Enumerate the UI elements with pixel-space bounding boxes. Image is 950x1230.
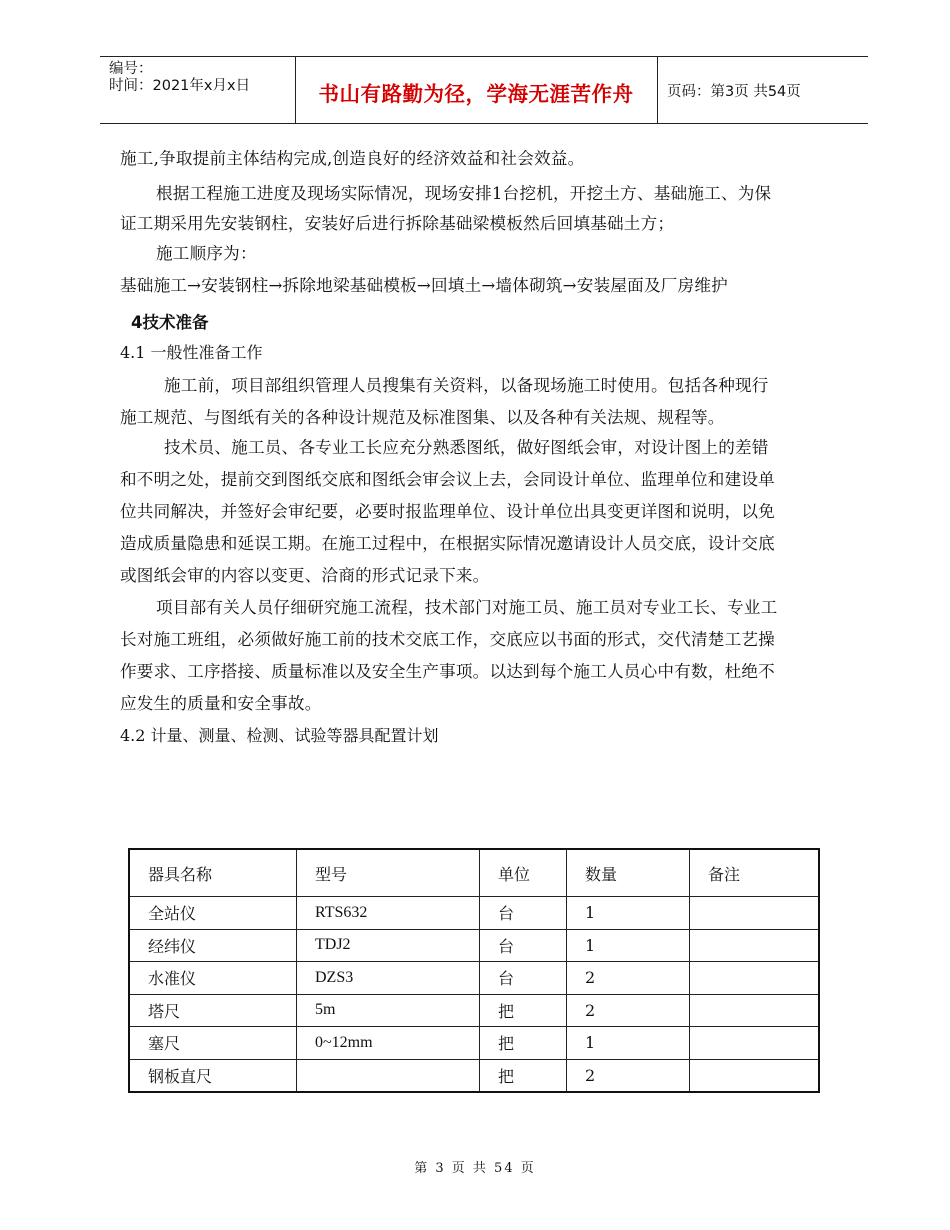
subsection-heading: 4.1 一般性准备工作 [120, 343, 263, 362]
table-row [129, 897, 819, 930]
table-cell: 把 [480, 994, 567, 1027]
table-header-row [129, 849, 819, 897]
table-cell: 1 [567, 1027, 690, 1060]
table-cell [690, 962, 820, 995]
header-page-number: 页码：第3页 共54页 [667, 84, 801, 100]
table-cell: 台 [480, 897, 567, 930]
table-row [129, 962, 819, 995]
paragraph-line: 或图纸会审的内容以变更、洽商的形式记录下来。 [120, 566, 490, 585]
document-time: 时间：2021年x月x日 [109, 78, 251, 94]
paragraph-line: 位共同解决，并签好会审纪要，必要时报监理单位、设计单位出具变更详图和说明，以免 [120, 502, 775, 521]
table-cell: 把 [480, 1027, 567, 1060]
table-cell: 台 [480, 929, 567, 962]
table-cell: RTS632 [297, 897, 480, 930]
paragraph-line: 技术员、施工员、各专业工长应充分熟悉图纸，做好图纸会审，对设计图上的差错 [164, 438, 769, 457]
table-header-cell: 单位 [480, 849, 567, 897]
table-cell: DZS3 [297, 962, 480, 995]
header-motto: 书山有路勤为径，学海无涯苦作舟 [318, 82, 634, 106]
table-cell [690, 929, 820, 962]
page-footer: 第 3 页 共 54 页 [414, 1161, 536, 1176]
document-number: 编号： [109, 61, 153, 77]
table-cell [690, 1059, 820, 1092]
paragraph-line: 应发生的质量和安全事故。 [120, 694, 322, 713]
table-cell: 1 [567, 897, 690, 930]
table-cell: 塔尺 [129, 994, 297, 1027]
table-cell: TDJ2 [297, 929, 480, 962]
table-cell: 5m [297, 994, 480, 1027]
table-row [129, 994, 819, 1027]
equipment-table [128, 848, 820, 1093]
paragraph: 根据工程施工进度及现场实际情况，现场安排1台挖机，开挖土方、基础施工、为保 [156, 184, 772, 203]
header-meta [109, 61, 250, 95]
table-cell: 0~12mm [297, 1027, 480, 1060]
table-header-cell: 器具名称 [129, 849, 297, 897]
table-cell: 2 [567, 994, 690, 1027]
table-cell: 2 [567, 962, 690, 995]
table-cell: 全站仪 [129, 897, 297, 930]
table-header-cell: 型号 [297, 849, 480, 897]
paragraph: 施工,争取提前主体结构完成,创造良好的经济效益和社会效益。 [120, 149, 585, 168]
table-cell: 1 [567, 929, 690, 962]
paragraph-line: 施工前，项目部组织管理人员搜集有关资料，以备现场施工时使用。包括各种现行 [164, 376, 769, 395]
table-cell: 2 [567, 1059, 690, 1092]
table-cell: 经纬仪 [129, 929, 297, 962]
paragraph-line: 和不明之处，提前交到图纸交底和图纸会审会议上去，会同设计单位、监理单位和建设单 [120, 470, 775, 489]
table-cell: 把 [480, 1059, 567, 1092]
paragraph-line: 长对施工班组，必须做好施工前的技术交底工作，交底应以书面的形式，交代清楚工艺操 [120, 630, 775, 649]
section-heading: 4技术准备 [131, 313, 209, 332]
table-row [129, 1027, 819, 1060]
paragraph: 证工期采用先安装钢柱，安装好后进行拆除基础梁模板然后回填基础土方； [120, 214, 675, 233]
paragraph-line: 施工规范、与图纸有关的各种设计规范及标准图集、以及各种有关法规、规程等。 [120, 408, 725, 427]
table-cell: 台 [480, 962, 567, 995]
paragraph: 施工顺序为： [156, 244, 257, 263]
header-divider [657, 57, 658, 123]
table-cell [690, 1027, 820, 1060]
subsection-heading: 4.2 计量、测量、检测、试验等器具配置计划 [120, 726, 439, 745]
table-cell: 水准仪 [129, 962, 297, 995]
table-cell [690, 994, 820, 1027]
table-row [129, 929, 819, 962]
page-header [100, 56, 868, 124]
paragraph-line: 造成质量隐患和延误工期。在施工过程中，在根据实际情况邀请设计人员交底，设计交底 [120, 534, 775, 553]
paragraph-line: 项目部有关人员仔细研究施工流程，技术部门对施工员、施工员对专业工长、专业工 [156, 598, 778, 617]
table-header-cell: 备注 [690, 849, 820, 897]
table-cell [690, 897, 820, 930]
table-header-cell: 数量 [567, 849, 690, 897]
table-cell: 塞尺 [129, 1027, 297, 1060]
table-row [129, 1059, 819, 1092]
table-cell [297, 1059, 480, 1092]
construction-sequence: 基础施工→安装钢柱→拆除地梁基础模板→回填土→墙体砌筑→安装屋面及厂房维护 [120, 276, 728, 295]
table-cell: 钢板直尺 [129, 1059, 297, 1092]
paragraph-line: 作要求、工序搭接、质量标准以及安全生产事项。以达到每个施工人员心中有数，杜绝不 [120, 662, 775, 681]
